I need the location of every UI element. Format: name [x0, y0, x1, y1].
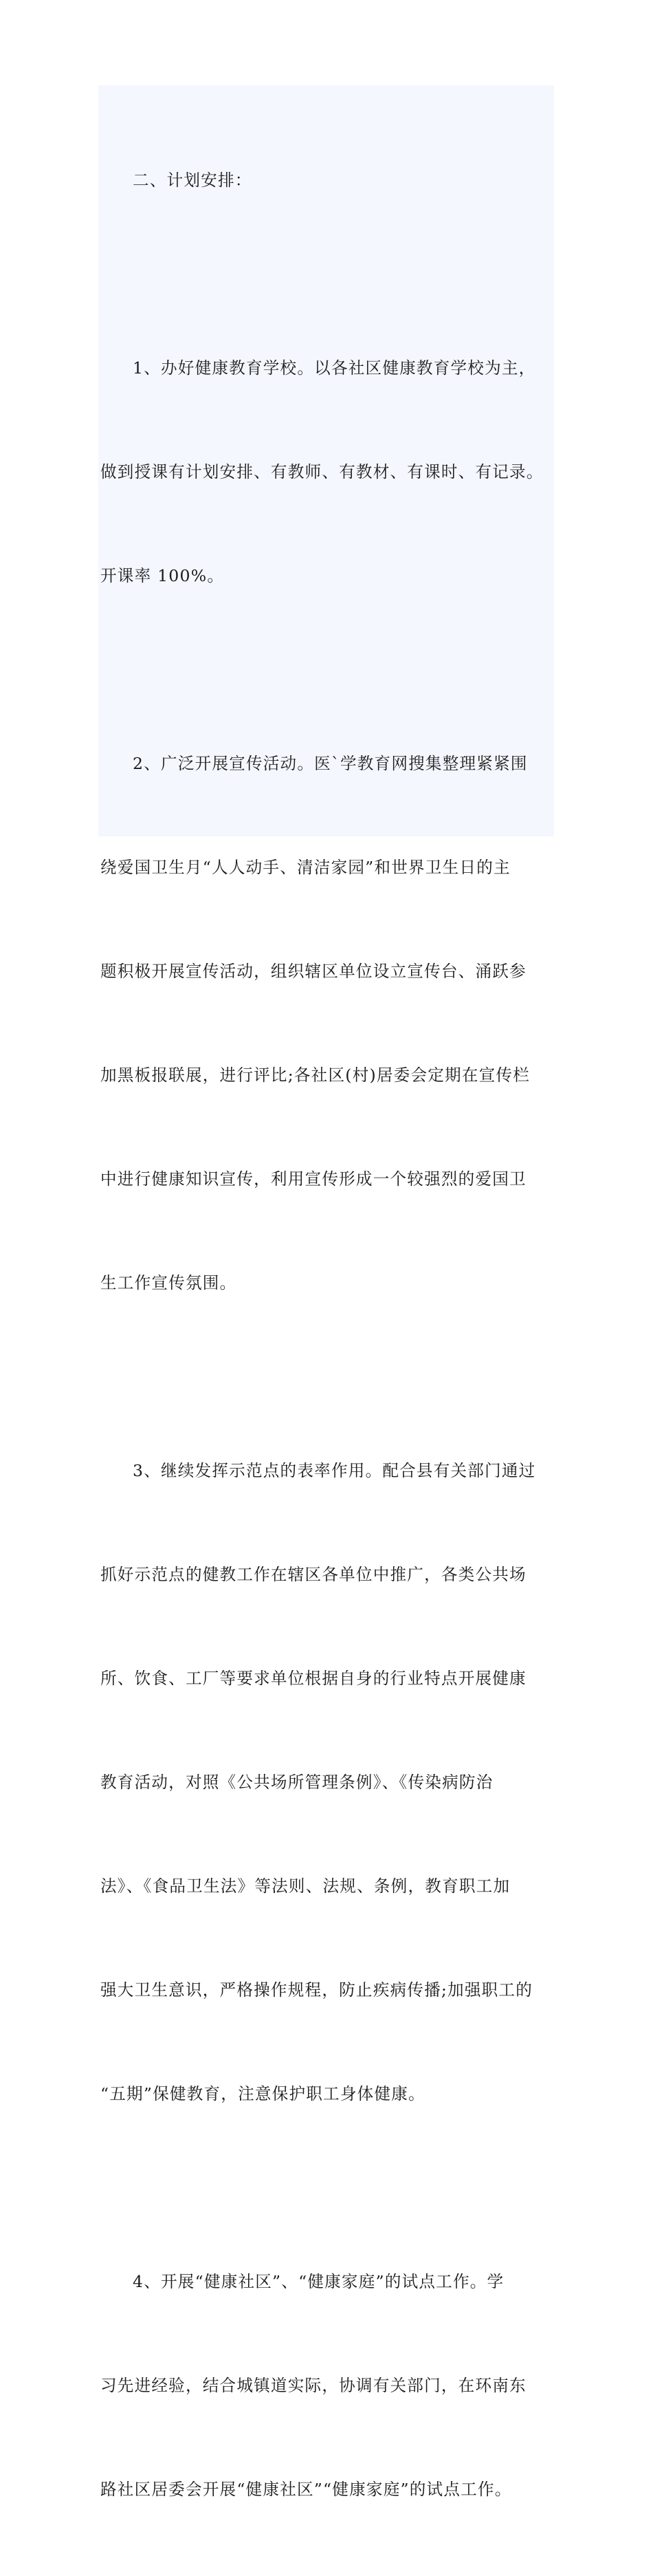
- paragraph-2-line-6: 生工作宣传氛围。: [100, 1273, 237, 1292]
- paragraph-3-line-1: 3、继续发挥示范点的表率作用。配合县有关部门通过: [133, 1461, 536, 1481]
- paragraph-3-line-4: 教育活动，对照《公共场所管理条例》、《传染病防治: [100, 1772, 494, 1792]
- paragraph-2-line-3: 题积极开展宣传活动，组织辖区单位设立宣传台、涌跃参: [100, 962, 527, 982]
- paragraph-2: [100, 678, 554, 1370]
- paragraph-2-line-2: 绕爱国卫生月“人人动手、清洁家园”和世界卫生日的主: [100, 858, 511, 878]
- paragraph-1-line-2: 做到授课有计划安排、有教师、有教材、有课时、有记录。: [100, 462, 544, 481]
- paragraph-2-line-5: 中进行健康知识宣传，利用宣传形成一个较强烈的爱国卫: [100, 1169, 527, 1189]
- paragraph-3-line-6: 强大卫生意识，严格操作规程，防止疾病传播;加强职工的: [100, 1980, 533, 2000]
- paragraph-2-line-4: 加黑板报联展，进行评比;各社区(村)居委会定期在宣传栏: [100, 1065, 531, 1085]
- paragraph-4-line-1: 4、开展“健康社区”、“健康家庭”的试点工作。学: [133, 2272, 505, 2292]
- paragraph-3-line-7: “五期”保健教育，注意保护职工身体健康。: [100, 2083, 425, 2103]
- section-heading: [100, 94, 554, 266]
- paragraph-1-line-3: 开课率 100%。: [100, 565, 225, 585]
- document-content-block: [98, 85, 554, 2499]
- paragraph-3-line-3: 所、饮食、工厂等要求单位根据自身的行业特点开展健康: [100, 1669, 527, 1689]
- paragraph-1-line-1: 1、办好健康教育学校。以各社区健康教育学校为主，: [133, 358, 536, 378]
- paragraph-3-line-5: 法》、《食品卫生法》等法则、法规、条例，教育职工加: [100, 1876, 511, 1896]
- paragraph-4: [100, 2196, 554, 2576]
- paragraph-4-line-3: 路社区居委会开展“健康社区”“健康家庭”的试点工作。: [100, 2479, 512, 2499]
- paragraph-3: [100, 1385, 554, 2180]
- paragraph-4-line-2: 习先进经验，结合城镇道实际，协调有关部门，在环南东: [100, 2376, 527, 2395]
- section-heading-text: 二、计划安排：: [133, 170, 252, 190]
- paragraph-2-line-1: 2、广泛开展宣传活动。医`学教育网搜集整理紧紧围: [133, 754, 528, 774]
- paragraph-3-line-2: 抓好示范点的健教工作在辖区各单位中推广，各类公共场: [100, 1565, 527, 1585]
- paragraph-1: [100, 281, 554, 662]
